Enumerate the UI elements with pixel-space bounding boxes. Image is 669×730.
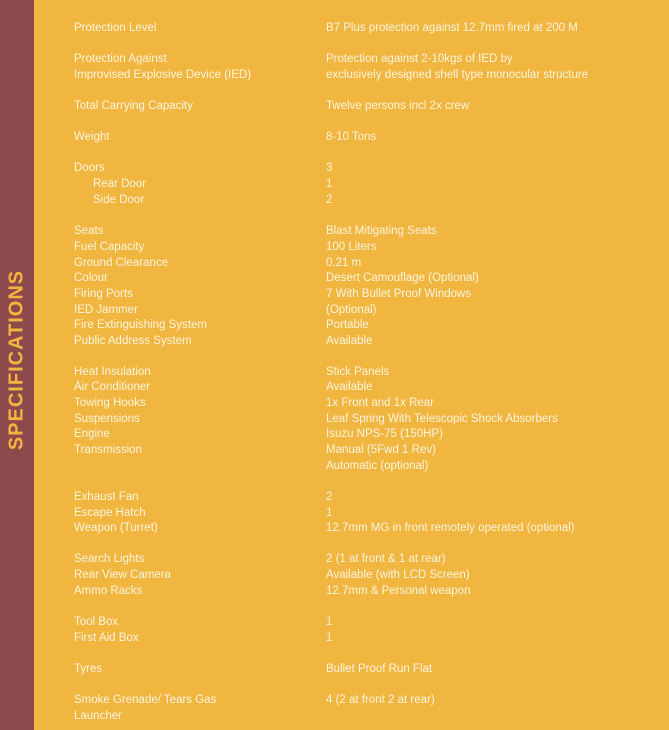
spec-label: Suspensions bbox=[74, 413, 140, 425]
spec-label: Total Carrying Capacity bbox=[74, 100, 193, 112]
spec-label: Seats bbox=[74, 225, 104, 237]
spec-label: Escape Hatch bbox=[74, 507, 146, 519]
spec-label: Ammo Racks bbox=[74, 585, 143, 597]
spec-value: Twelve persons incl 2x crew bbox=[326, 100, 470, 112]
spec-value: Available (with LCD Screen) bbox=[326, 569, 470, 581]
spec-value: Bullet Proof Run Flat bbox=[326, 663, 433, 675]
spec-value: 4 (2 at front 2 at rear) bbox=[326, 694, 435, 706]
spec-value: Desert Camouflage (Optional) bbox=[326, 272, 479, 284]
spec-label: Doors bbox=[74, 162, 105, 174]
spec-value: exclusively designed shell type monocular structure bbox=[326, 69, 589, 81]
spec-value: 8-10 Tons bbox=[326, 131, 377, 143]
spec-value: Available bbox=[326, 381, 373, 393]
section-title: SPECIFICATIONS bbox=[5, 269, 28, 451]
spec-label: Improvised Explosive Device (IED) bbox=[74, 69, 252, 81]
spec-label: Rear View Camera bbox=[74, 569, 171, 581]
spec-value: 2 bbox=[326, 491, 333, 503]
spec-label: Engine bbox=[74, 428, 110, 440]
spec-label: Colour bbox=[74, 272, 108, 284]
spec-label: Air Conditioner bbox=[74, 381, 151, 393]
spec-value: Manual (5Fwd 1 Rev) bbox=[326, 444, 436, 456]
spec-label: Protection Level bbox=[74, 22, 157, 34]
spec-value: B7 Plus protection against 12.7mm fired at 200 M bbox=[326, 22, 578, 34]
spec-value: 0.21 m bbox=[326, 257, 362, 269]
spec-value: 1 bbox=[326, 507, 333, 519]
spec-value: 12.7mm & Personal weapon bbox=[326, 585, 471, 597]
spec-label: Heat Insulation bbox=[74, 366, 151, 378]
spec-label: Fuel Capacity bbox=[74, 241, 145, 253]
spec-value: Portable bbox=[326, 319, 369, 331]
spec-label: IED Jammer bbox=[74, 304, 138, 316]
spec-value: 2 bbox=[326, 194, 333, 206]
spec-label: Ground Clearance bbox=[74, 257, 168, 269]
spec-label: Exhaust Fan bbox=[74, 491, 139, 503]
spec-label: Public Address System bbox=[74, 335, 192, 347]
spec-label: Weapon (Turret) bbox=[74, 522, 158, 534]
spec-label: Fire Extinguishing System bbox=[74, 319, 207, 331]
spec-label: Protection Against bbox=[74, 53, 167, 65]
spec-value: Stick Panels bbox=[326, 366, 390, 378]
spec-label: Search Lights bbox=[74, 553, 145, 565]
spec-label: Rear Door bbox=[93, 178, 147, 190]
spec-value: 1x Front and 1x Rear bbox=[326, 397, 435, 409]
spec-value: 100 Liters bbox=[326, 241, 377, 253]
spec-label: First Aid Box bbox=[74, 632, 139, 644]
spec-label: Transmission bbox=[74, 444, 142, 456]
spec-label: Smoke Grenade/ Tears Gas bbox=[74, 694, 217, 706]
spec-value: Isuzu NPS-75 (150HP) bbox=[326, 428, 443, 440]
spec-value: 7 With Bullet Proof Windows bbox=[326, 288, 472, 300]
spec-value: Available bbox=[326, 335, 373, 347]
spec-value: 1 bbox=[326, 616, 333, 628]
spec-value: (Optional) bbox=[326, 304, 377, 316]
spec-label: Weight bbox=[74, 131, 110, 143]
spec-label: Tyres bbox=[74, 663, 103, 675]
spec-value: 2 (1 at front & 1 at rear) bbox=[326, 553, 446, 565]
spec-label: Tool Box bbox=[74, 616, 119, 628]
spec-label: Towing Hooks bbox=[74, 397, 146, 409]
spec-value: Blast Mitigating Seats bbox=[326, 225, 437, 237]
spec-value: 12.7mm MG in front remotely operated (optional) bbox=[326, 522, 575, 534]
spec-label: Launcher bbox=[74, 710, 122, 722]
spec-value: 1 bbox=[326, 178, 333, 190]
spec-value: 1 bbox=[326, 632, 333, 644]
spec-value: Automatic (optional) bbox=[326, 460, 429, 472]
spec-value: Protection against 2-10kgs of IED by bbox=[326, 53, 513, 65]
spec-value: Leaf Spring With Telescopic Shock Absorbers bbox=[326, 413, 558, 425]
spec-value: 3 bbox=[326, 162, 333, 174]
spec-label: Side Door bbox=[93, 194, 145, 206]
spec-label: Firing Ports bbox=[74, 288, 133, 300]
